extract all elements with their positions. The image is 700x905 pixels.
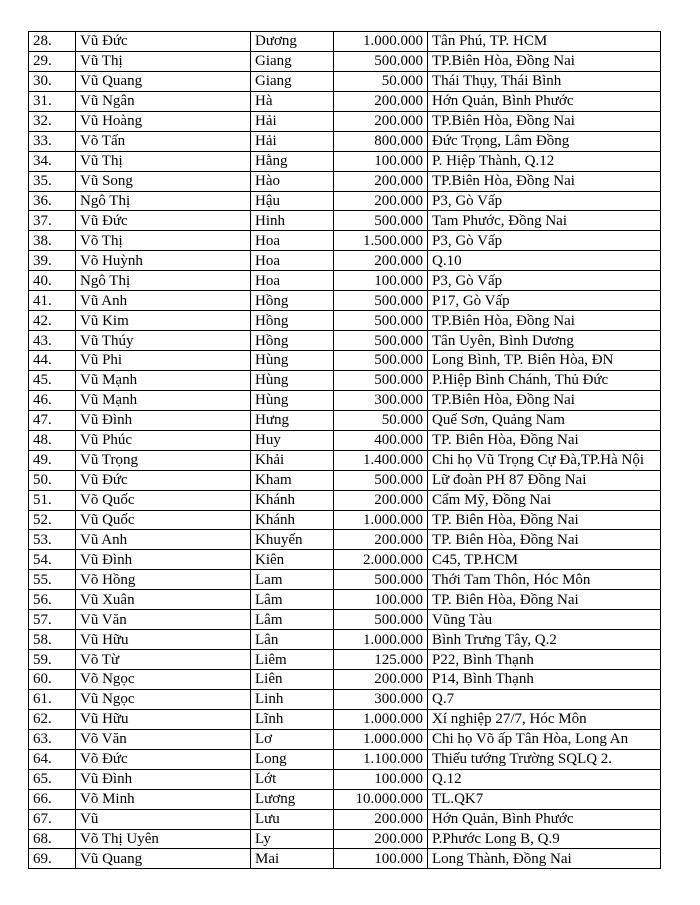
given-name-cell: Lâm (251, 590, 334, 610)
row-number: 55. (29, 570, 76, 590)
given-name-cell: Kham (251, 470, 334, 490)
row-number: 46. (29, 390, 76, 410)
table-row (29, 729, 661, 749)
given-name-cell: Linh (251, 689, 334, 709)
amount-cell: 100.000 (334, 151, 428, 171)
row-number: 29. (29, 51, 76, 71)
table-row (29, 570, 661, 590)
address-cell: P17, Gò Vấp (428, 291, 661, 311)
given-name-cell: Lơ (251, 729, 334, 749)
row-number: 28. (29, 32, 76, 52)
given-name-cell: Hồng (251, 291, 334, 311)
amount-cell: 1.400.000 (334, 450, 428, 470)
surname-cell: Vũ Hữu (76, 709, 251, 729)
row-number: 34. (29, 151, 76, 171)
amount-cell: 200.000 (334, 670, 428, 690)
address-cell: TP. Biên Hòa, Đồng Nai (428, 590, 661, 610)
table-row (29, 670, 661, 690)
given-name-cell: Mai (251, 849, 334, 869)
address-cell: Thiếu tướng Trường SQLQ 2. (428, 749, 661, 769)
address-cell: P14, Bình Thạnh (428, 670, 661, 690)
row-number: 31. (29, 91, 76, 111)
row-number: 36. (29, 191, 76, 211)
row-number: 69. (29, 849, 76, 869)
amount-cell: 100.000 (334, 769, 428, 789)
surname-cell: Vũ Đình (76, 410, 251, 430)
surname-cell: Vũ Trọng (76, 450, 251, 470)
address-cell: Tam Phước, Đồng Nai (428, 211, 661, 231)
table-row (29, 689, 661, 709)
table-row (29, 171, 661, 191)
amount-cell: 50.000 (334, 410, 428, 430)
row-number: 35. (29, 171, 76, 191)
amount-cell: 500.000 (334, 311, 428, 331)
table-row (29, 510, 661, 530)
surname-cell: Vũ Đình (76, 769, 251, 789)
address-cell: Q.12 (428, 769, 661, 789)
given-name-cell: Liên (251, 670, 334, 690)
given-name-cell: Lam (251, 570, 334, 590)
row-number: 45. (29, 370, 76, 390)
given-name-cell: Hùng (251, 390, 334, 410)
given-name-cell: Khánh (251, 510, 334, 530)
surname-cell: Võ Huỳnh (76, 251, 251, 271)
surname-cell: Võ Tấn (76, 131, 251, 151)
row-number: 33. (29, 131, 76, 151)
given-name-cell: Hồng (251, 311, 334, 331)
address-cell: Cẩm Mỹ, Đồng Nai (428, 490, 661, 510)
address-cell: Bình Trưng Tây, Q.2 (428, 630, 661, 650)
given-name-cell: Hưng (251, 410, 334, 430)
given-name-cell: Lưu (251, 809, 334, 829)
address-cell: P.Hiệp Bình Chánh, Thủ Đức (428, 370, 661, 390)
amount-cell: 200.000 (334, 490, 428, 510)
table-row (29, 769, 661, 789)
table-row (29, 291, 661, 311)
donor-list-body (29, 32, 661, 869)
table-row (29, 111, 661, 131)
given-name-cell: Giang (251, 51, 334, 71)
address-cell: TP.Biên Hòa, Đồng Nai (428, 311, 661, 331)
amount-cell: 1.000.000 (334, 32, 428, 52)
surname-cell: Vũ Hoàng (76, 111, 251, 131)
address-cell: TP.Biên Hòa, Đồng Nai (428, 111, 661, 131)
surname-cell: Vũ Thị (76, 151, 251, 171)
surname-cell: Võ Đức (76, 749, 251, 769)
surname-cell: Ngô Thị (76, 191, 251, 211)
amount-cell: 1.000.000 (334, 630, 428, 650)
address-cell: Tân Phú, TP. HCM (428, 32, 661, 52)
table-row (29, 470, 661, 490)
table-row (29, 331, 661, 351)
given-name-cell: Khải (251, 450, 334, 470)
table-row (29, 51, 661, 71)
row-number: 54. (29, 550, 76, 570)
given-name-cell: Hải (251, 131, 334, 151)
address-cell: Q.10 (428, 251, 661, 271)
amount-cell: 500.000 (334, 570, 428, 590)
row-number: 51. (29, 490, 76, 510)
surname-cell: Võ Thị (76, 231, 251, 251)
amount-cell: 200.000 (334, 191, 428, 211)
surname-cell: Vũ Đức (76, 32, 251, 52)
amount-cell: 200.000 (334, 829, 428, 849)
table-row (29, 550, 661, 570)
table-row (29, 390, 661, 410)
amount-cell: 800.000 (334, 131, 428, 151)
table-row (29, 709, 661, 729)
surname-cell: Vũ Quang (76, 849, 251, 869)
amount-cell: 300.000 (334, 689, 428, 709)
row-number: 39. (29, 251, 76, 271)
surname-cell: Ngô Thị (76, 271, 251, 291)
surname-cell: Vũ Quốc (76, 510, 251, 530)
row-number: 48. (29, 430, 76, 450)
given-name-cell: Ly (251, 829, 334, 849)
given-name-cell: Kiên (251, 550, 334, 570)
surname-cell: Vũ Ngân (76, 91, 251, 111)
table-row (29, 809, 661, 829)
address-cell: Chi họ Vũ Trọng Cự Đà,TP.Hà Nội (428, 450, 661, 470)
row-number: 37. (29, 211, 76, 231)
given-name-cell: Hậu (251, 191, 334, 211)
address-cell: C45, TP.HCM (428, 550, 661, 570)
address-cell: Vũng Tàu (428, 610, 661, 630)
surname-cell: Vũ Thúy (76, 331, 251, 351)
address-cell: Xí nghiệp 27/7, Hóc Môn (428, 709, 661, 729)
table-row (29, 151, 661, 171)
table-row (29, 71, 661, 91)
surname-cell: Vũ Xuân (76, 590, 251, 610)
table-row (29, 590, 661, 610)
row-number: 66. (29, 789, 76, 809)
row-number: 63. (29, 729, 76, 749)
table-row (29, 370, 661, 390)
amount-cell: 200.000 (334, 809, 428, 829)
given-name-cell: Hà (251, 91, 334, 111)
amount-cell: 2.000.000 (334, 550, 428, 570)
table-row (29, 251, 661, 271)
amount-cell: 10.000.000 (334, 789, 428, 809)
amount-cell: 1.000.000 (334, 510, 428, 530)
surname-cell: Vũ Đức (76, 470, 251, 490)
given-name-cell: Hoa (251, 251, 334, 271)
surname-cell: Võ Hồng (76, 570, 251, 590)
address-cell: TP. Biên Hòa, Đồng Nai (428, 510, 661, 530)
table-row (29, 610, 661, 630)
amount-cell: 1.000.000 (334, 709, 428, 729)
address-cell: TP.Biên Hòa, Đồng Nai (428, 390, 661, 410)
row-number: 44. (29, 351, 76, 371)
address-cell: TP.Biên Hòa, Đồng Nai (428, 51, 661, 71)
surname-cell: Võ Từ (76, 650, 251, 670)
address-cell: TP.Biên Hòa, Đồng Nai (428, 171, 661, 191)
surname-cell: Vũ Đức (76, 211, 251, 231)
amount-cell: 300.000 (334, 390, 428, 410)
address-cell: Q.7 (428, 689, 661, 709)
surname-cell: Vũ (76, 809, 251, 829)
table-row (29, 351, 661, 371)
row-number: 64. (29, 749, 76, 769)
given-name-cell: Hoa (251, 271, 334, 291)
table-row (29, 650, 661, 670)
address-cell: Thái Thụy, Thái Bình (428, 71, 661, 91)
amount-cell: 100.000 (334, 849, 428, 869)
surname-cell: Vũ Văn (76, 610, 251, 630)
table-row (29, 131, 661, 151)
row-number: 65. (29, 769, 76, 789)
row-number: 40. (29, 271, 76, 291)
row-number: 60. (29, 670, 76, 690)
given-name-cell: Khuyến (251, 530, 334, 550)
table-row (29, 32, 661, 52)
row-number: 68. (29, 829, 76, 849)
given-name-cell: Lương (251, 789, 334, 809)
given-name-cell: Lớt (251, 769, 334, 789)
amount-cell: 100.000 (334, 590, 428, 610)
amount-cell: 200.000 (334, 171, 428, 191)
given-name-cell: Huy (251, 430, 334, 450)
table-row (29, 231, 661, 251)
amount-cell: 200.000 (334, 530, 428, 550)
row-number: 42. (29, 311, 76, 331)
given-name-cell: Lân (251, 630, 334, 650)
address-cell: Chi họ Võ ấp Tân Hòa, Long An (428, 729, 661, 749)
surname-cell: Vũ Ngọc (76, 689, 251, 709)
address-cell: P. Hiệp Thành, Q.12 (428, 151, 661, 171)
given-name-cell: Long (251, 749, 334, 769)
address-cell: Quế Sơn, Quảng Nam (428, 410, 661, 430)
given-name-cell: Hải (251, 111, 334, 131)
amount-cell: 500.000 (334, 370, 428, 390)
surname-cell: Võ Văn (76, 729, 251, 749)
given-name-cell: Dương (251, 32, 334, 52)
row-number: 32. (29, 111, 76, 131)
row-number: 67. (29, 809, 76, 829)
table-row (29, 789, 661, 809)
address-cell: P3, Gò Vấp (428, 231, 661, 251)
address-cell: TP. Biên Hòa, Đồng Nai (428, 430, 661, 450)
table-row (29, 530, 661, 550)
given-name-cell: Lĩnh (251, 709, 334, 729)
table-row (29, 271, 661, 291)
given-name-cell: Hùng (251, 351, 334, 371)
amount-cell: 500.000 (334, 51, 428, 71)
surname-cell: Võ Quốc (76, 490, 251, 510)
surname-cell: Võ Thị Uyên (76, 829, 251, 849)
address-cell: P3, Gò Vấp (428, 191, 661, 211)
row-number: 61. (29, 689, 76, 709)
address-cell: Lữ đoàn PH 87 Đồng Nai (428, 470, 661, 490)
row-number: 52. (29, 510, 76, 530)
amount-cell: 100.000 (334, 271, 428, 291)
donor-list-table (28, 31, 661, 869)
row-number: 38. (29, 231, 76, 251)
table-row (29, 630, 661, 650)
surname-cell: Vũ Song (76, 171, 251, 191)
table-row (29, 430, 661, 450)
given-name-cell: Giang (251, 71, 334, 91)
table-row (29, 450, 661, 470)
surname-cell: Vũ Mạnh (76, 390, 251, 410)
address-cell: P22, Bình Thạnh (428, 650, 661, 670)
address-cell: P3, Gò Vấp (428, 271, 661, 291)
row-number: 56. (29, 590, 76, 610)
table-row (29, 311, 661, 331)
surname-cell: Võ Minh (76, 789, 251, 809)
table-row (29, 829, 661, 849)
row-number: 30. (29, 71, 76, 91)
surname-cell: Vũ Anh (76, 530, 251, 550)
amount-cell: 200.000 (334, 91, 428, 111)
row-number: 43. (29, 331, 76, 351)
amount-cell: 200.000 (334, 111, 428, 131)
amount-cell: 500.000 (334, 211, 428, 231)
surname-cell: Vũ Thị (76, 51, 251, 71)
amount-cell: 500.000 (334, 351, 428, 371)
address-cell: Tân Uyên, Bình Dương (428, 331, 661, 351)
address-cell: Đức Trọng, Lâm Đồng (428, 131, 661, 151)
surname-cell: Vũ Đình (76, 550, 251, 570)
given-name-cell: Khánh (251, 490, 334, 510)
address-cell: Thới Tam Thôn, Hóc Môn (428, 570, 661, 590)
surname-cell: Vũ Phúc (76, 430, 251, 450)
row-number: 59. (29, 650, 76, 670)
address-cell: Long Thành, Đồng Nai (428, 849, 661, 869)
surname-cell: Vũ Hữu (76, 630, 251, 650)
surname-cell: Vũ Phi (76, 351, 251, 371)
amount-cell: 400.000 (334, 430, 428, 450)
given-name-cell: Hào (251, 171, 334, 191)
given-name-cell: Hinh (251, 211, 334, 231)
row-number: 57. (29, 610, 76, 630)
table-row (29, 849, 661, 869)
given-name-cell: Liêm (251, 650, 334, 670)
row-number: 49. (29, 450, 76, 470)
surname-cell: Võ Ngọc (76, 670, 251, 690)
address-cell: Long Bình, TP. Biên Hòa, ĐN (428, 351, 661, 371)
amount-cell: 125.000 (334, 650, 428, 670)
given-name-cell: Lâm (251, 610, 334, 630)
amount-cell: 1.000.000 (334, 729, 428, 749)
given-name-cell: Hằng (251, 151, 334, 171)
surname-cell: Vũ Mạnh (76, 370, 251, 390)
amount-cell: 50.000 (334, 71, 428, 91)
table-row (29, 490, 661, 510)
surname-cell: Vũ Anh (76, 291, 251, 311)
row-number: 58. (29, 630, 76, 650)
address-cell: Hớn Quản, Bình Phước (428, 809, 661, 829)
amount-cell: 500.000 (334, 331, 428, 351)
table-row (29, 211, 661, 231)
table-row (29, 191, 661, 211)
amount-cell: 500.000 (334, 291, 428, 311)
table-row (29, 410, 661, 430)
row-number: 47. (29, 410, 76, 430)
address-cell: TL.QK7 (428, 789, 661, 809)
row-number: 50. (29, 470, 76, 490)
table-row (29, 91, 661, 111)
surname-cell: Vũ Kim (76, 311, 251, 331)
row-number: 53. (29, 530, 76, 550)
row-number: 41. (29, 291, 76, 311)
amount-cell: 1.500.000 (334, 231, 428, 251)
given-name-cell: Hùng (251, 370, 334, 390)
address-cell: Hớn Quản, Bình Phước (428, 91, 661, 111)
amount-cell: 200.000 (334, 251, 428, 271)
amount-cell: 500.000 (334, 610, 428, 630)
given-name-cell: Hoa (251, 231, 334, 251)
given-name-cell: Hồng (251, 331, 334, 351)
amount-cell: 1.100.000 (334, 749, 428, 769)
address-cell: TP. Biên Hòa, Đồng Nai (428, 530, 661, 550)
surname-cell: Vũ Quang (76, 71, 251, 91)
amount-cell: 500.000 (334, 470, 428, 490)
row-number: 62. (29, 709, 76, 729)
address-cell: P.Phước Long B, Q.9 (428, 829, 661, 849)
table-row (29, 749, 661, 769)
